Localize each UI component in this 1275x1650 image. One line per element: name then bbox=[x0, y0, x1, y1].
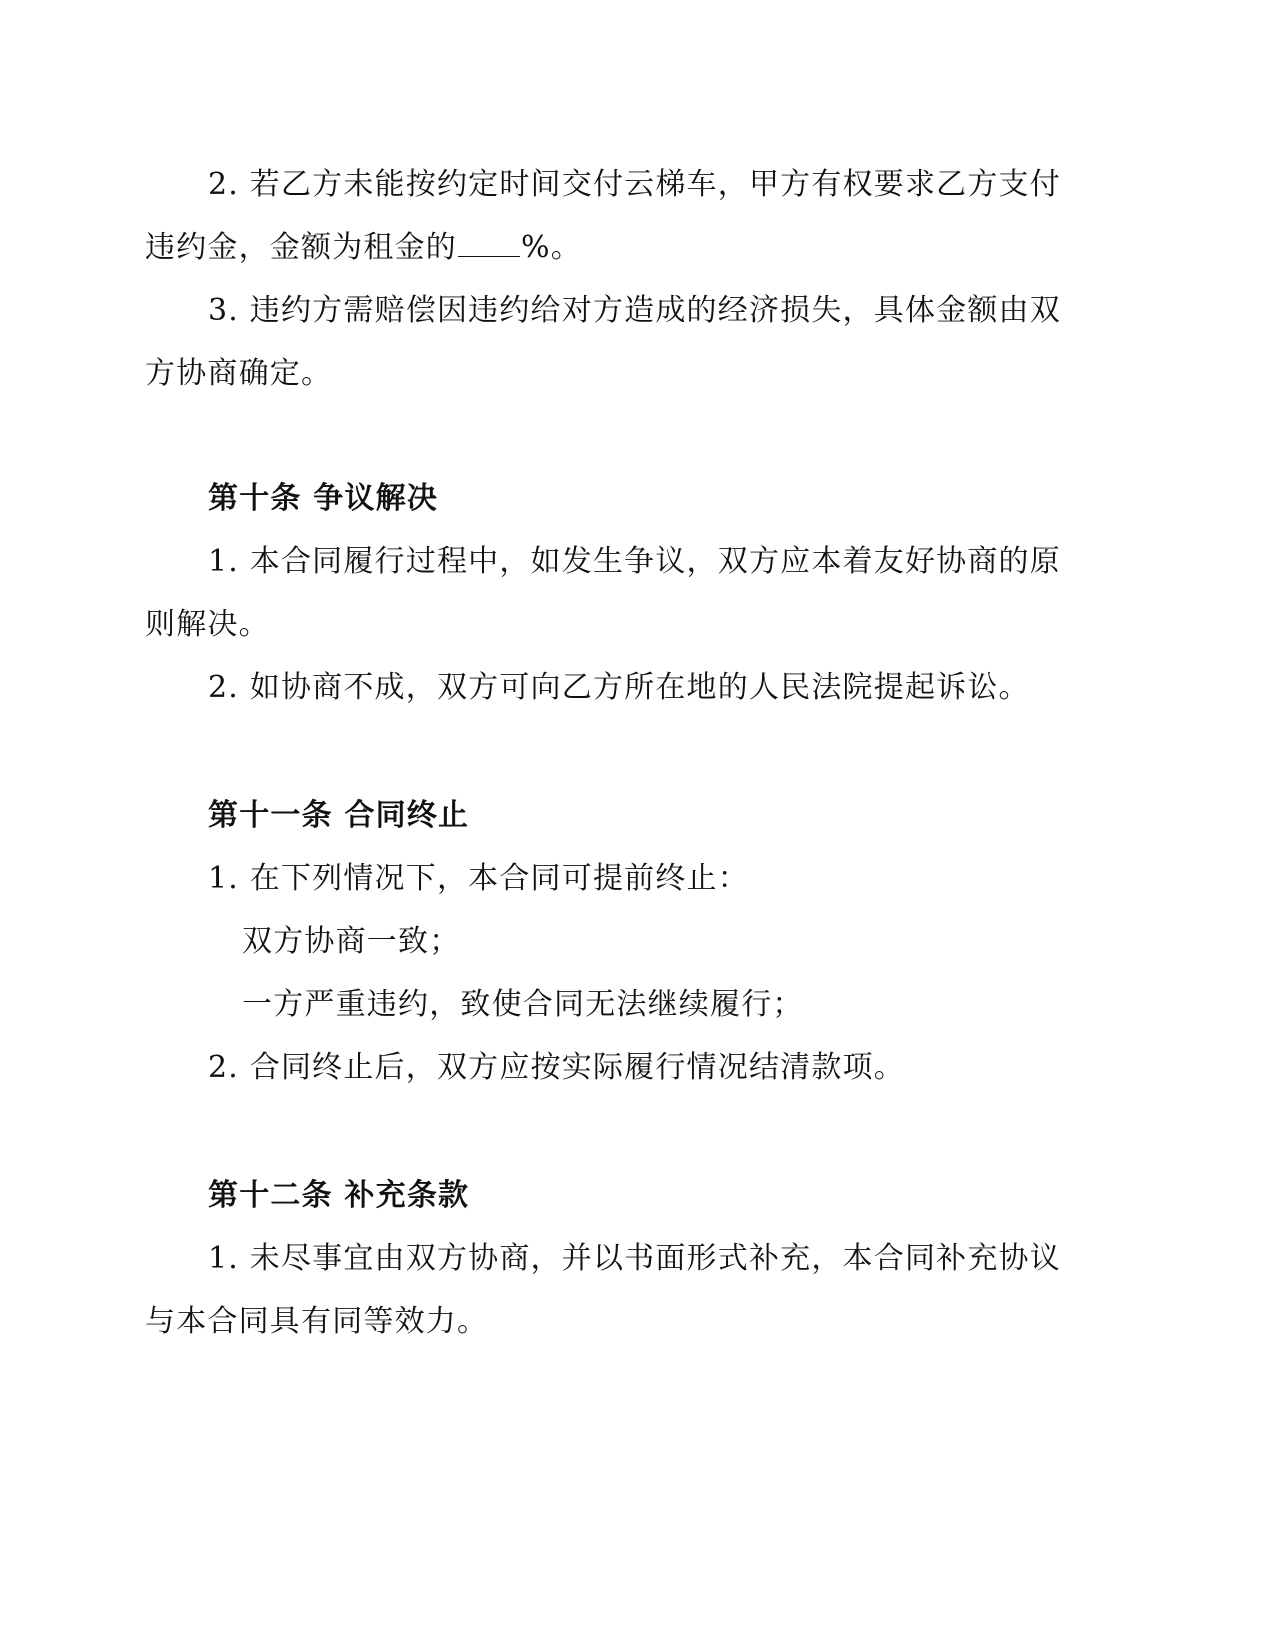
penalty-percent-blank bbox=[458, 230, 520, 257]
clause12-item1-line1: 1. 未尽事宜由双方协商，并以书面形式补充，本合同补充协议 bbox=[208, 1241, 1061, 1276]
clause11-heading: 第十一条 合同终止 bbox=[208, 798, 470, 833]
clause10-item1-line2: 则解决。 bbox=[145, 607, 270, 642]
clause10-item1-line1: 1. 本合同履行过程中，如发生争议，双方应本着友好协商的原 bbox=[208, 544, 1061, 579]
clause9-item2-line2 bbox=[145, 228, 582, 268]
clause11-item1: 1. 在下列情况下，本合同可提前终止： bbox=[208, 861, 749, 896]
clause11-subitem1: 双方协商一致； bbox=[242, 924, 461, 959]
clause11-item2: 2. 合同终止后，双方应按实际履行情况结清款项。 bbox=[208, 1050, 905, 1085]
clause11-subitem2: 一方严重违约，致使合同无法继续履行； bbox=[242, 987, 804, 1022]
clause10-heading: 第十条 争议解决 bbox=[208, 481, 439, 516]
clause10-item2: 2. 如协商不成，双方可向乙方所在地的人民法院提起诉讼。 bbox=[208, 670, 1030, 705]
clause9-item3-line1: 3. 违约方需赔偿因违约给对方造成的经济损失，具体金额由双 bbox=[208, 293, 1061, 328]
clause9-item3-line2: 方协商确定。 bbox=[145, 356, 333, 391]
clause9-item2-text: 违约金，金额为租金的 bbox=[145, 230, 457, 265]
percent-sign-text: %。 bbox=[521, 230, 582, 265]
clause12-heading: 第十二条 补充条款 bbox=[208, 1178, 470, 1213]
clause9-item2-line1: 2. 若乙方未能按约定时间交付云梯车，甲方有权要求乙方支付 bbox=[208, 167, 1061, 202]
clause12-item1-line2: 与本合同具有同等效力。 bbox=[145, 1304, 489, 1339]
